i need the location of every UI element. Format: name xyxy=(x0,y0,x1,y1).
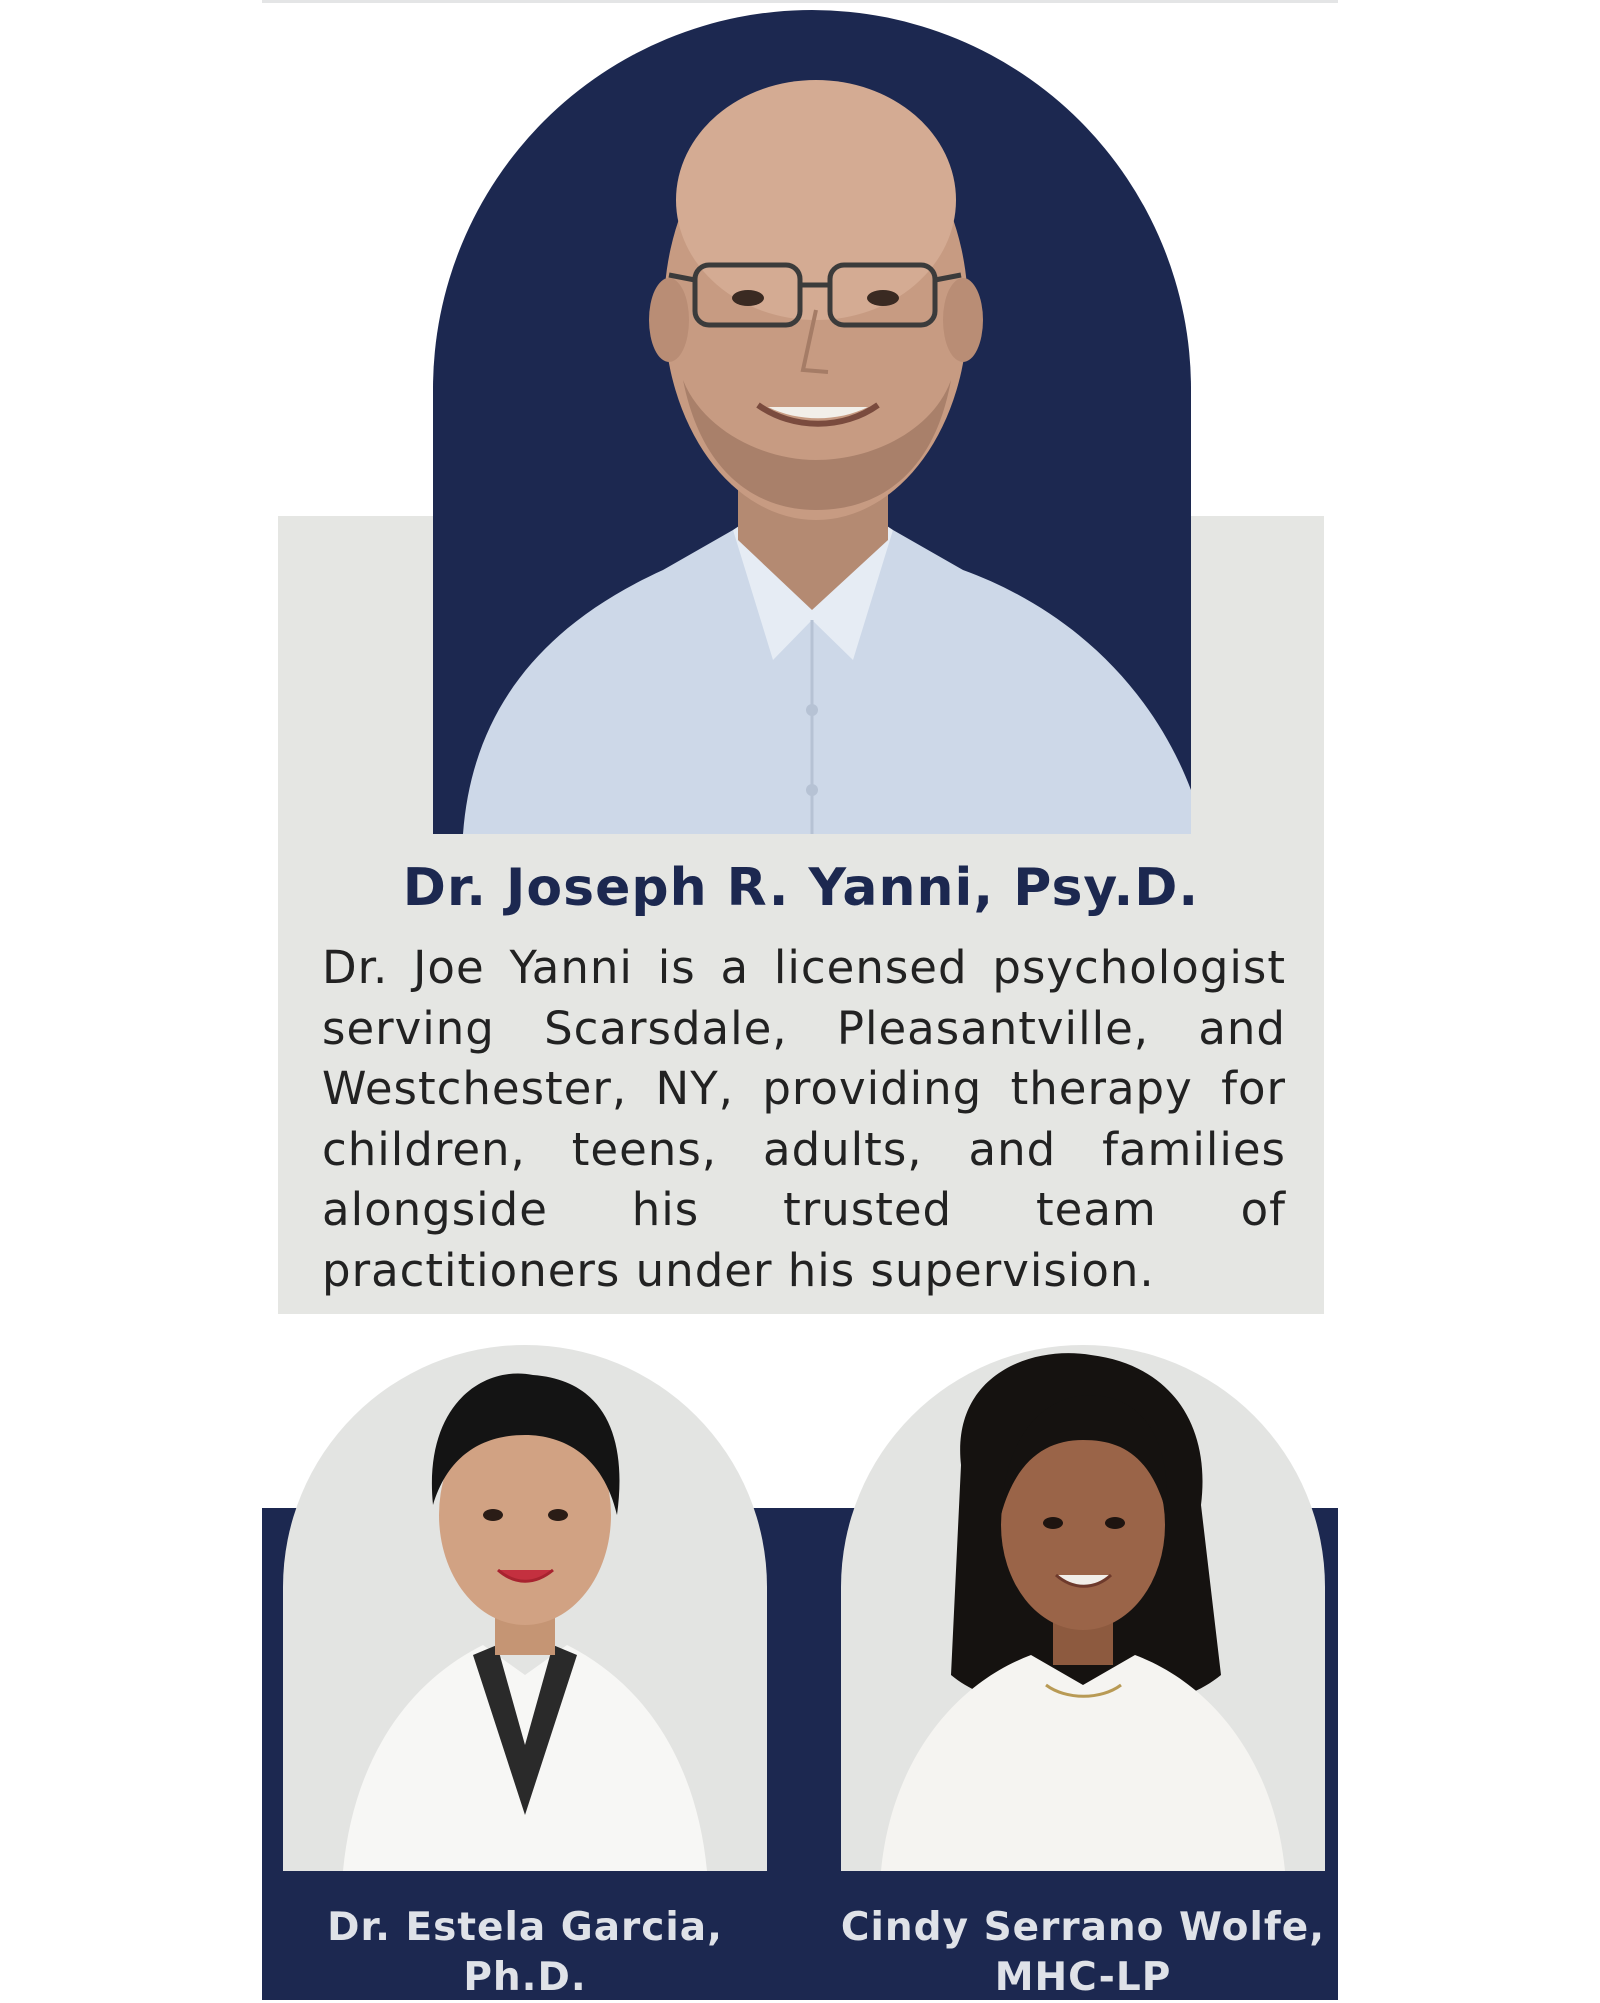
team-member-photo xyxy=(283,1345,767,1871)
lead-practitioner-name: Dr. Joseph R. Yanni, Psy.D. xyxy=(402,858,1200,918)
team-member-name-line1: Cindy Serrano Wolfe, xyxy=(840,1905,1326,1950)
team-member-photo xyxy=(841,1345,1325,1871)
team-member-name xyxy=(823,1903,1343,2003)
team-member-name-line1: Dr. Estela Garcia, xyxy=(327,1905,723,1950)
team-member-portrait-arch xyxy=(283,1345,767,1871)
lead-practitioner-bio: Dr. Joe Yanni is a licensed psychologist serving Scarsdale, Pleasantville, and Westchester, NY, providing therapy for children, teens, adults, and families alongside his trusted team of practitioners under his supervision. xyxy=(322,941,1286,1297)
top-divider xyxy=(262,0,1338,3)
team-member-credential: MHC-LP xyxy=(994,1955,1172,2000)
team-member-credential: Ph.D. xyxy=(463,1955,587,2000)
lead-portrait-photo xyxy=(433,10,1191,834)
team-member-portrait-arch xyxy=(841,1345,1325,1871)
lead-portrait-arch xyxy=(433,10,1191,834)
team-member-name xyxy=(265,1903,785,2003)
